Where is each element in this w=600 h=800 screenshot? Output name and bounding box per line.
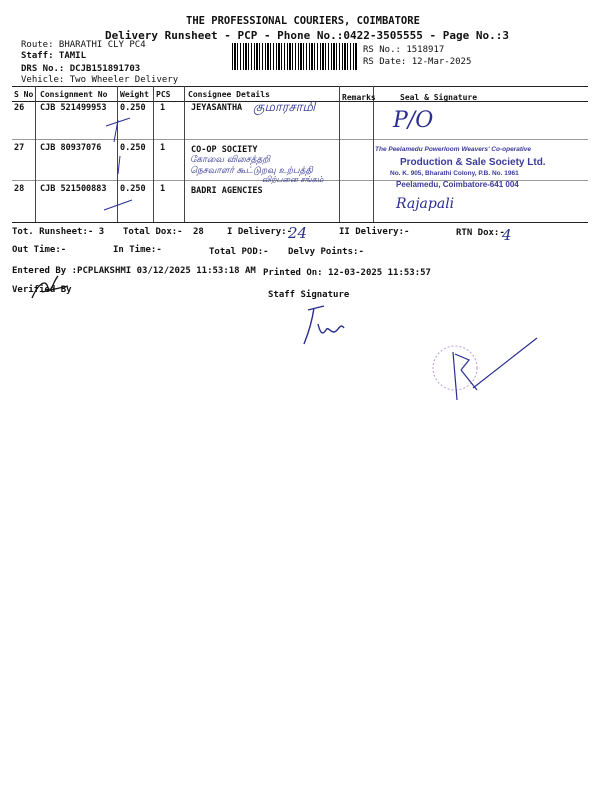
header-weight: Weight	[120, 90, 149, 99]
verified-by: Verified By	[12, 285, 72, 295]
header-sno: S No	[14, 90, 34, 99]
header-consignee: Consignee Details	[188, 90, 270, 99]
col-divider	[184, 86, 185, 222]
stamp-line: The Peelamedu Powerloom Weavers' Co-operative	[375, 146, 532, 153]
tot-runsheet: Tot. Runsheet:- 3	[12, 227, 105, 237]
rs-number: RS No.: 1518917	[363, 45, 445, 55]
row-weight: 0.250	[120, 103, 146, 113]
col-divider	[153, 86, 154, 222]
row-sno: 28	[14, 184, 25, 194]
in-time: In Time:-	[113, 245, 162, 255]
total-dox-label: Total Dox:-	[123, 227, 183, 237]
company-name: THE PROFESSIONAL COURIERS, COIMBATORE	[186, 15, 420, 27]
row-sno: 26	[14, 103, 25, 113]
route-label: Route: BHARATHI CLY PC4	[21, 40, 146, 50]
col-divider	[373, 86, 374, 222]
row-pcs: 1	[160, 103, 166, 113]
out-time: Out Time:-	[12, 245, 67, 255]
staff-label: Staff: TAMIL	[21, 51, 87, 61]
row-consignee: CO-OP SOCIETY	[191, 145, 258, 155]
row-weight: 0.250	[120, 184, 146, 194]
table-top-rule	[12, 86, 588, 87]
row-pcs: 1	[160, 143, 166, 153]
i-delivery-label: I Delivery:-	[227, 227, 293, 237]
consignee-handwritten-note: கோவை விசைத்தறி	[190, 155, 271, 165]
row-consignment: CJB 521500883	[40, 184, 107, 194]
printed-on: Printed On: 12-03-2025 11:53:57	[263, 268, 431, 278]
total-dox-value: 28	[193, 227, 204, 237]
row-pcs: 1	[160, 184, 166, 194]
stamp-line: Peelamedu, Coimbatore-641 004	[396, 180, 519, 189]
staff-signature	[298, 302, 353, 350]
i-delivery-value: 24	[288, 224, 308, 242]
header-consignment: Consignment No	[40, 90, 108, 99]
consignee-handwritten-note: விற்பனை சங்கம்	[262, 175, 324, 184]
total-pod: Total POD:-	[209, 247, 269, 257]
consignee-handwritten-note: நெசவாளர் கூட்டுறவு உற்பத்தி	[190, 166, 313, 176]
delvy-points: Delvy Points:-	[288, 247, 364, 257]
rtn-dox-value: 4	[502, 226, 512, 244]
row-consignment: CJB 521499953	[40, 103, 107, 113]
pen-tick-marks	[100, 112, 140, 222]
stamp-line: No. K. 905, Bharathi Colony, P.B. No. 1961	[390, 170, 519, 177]
barcode	[232, 43, 358, 70]
table-bottom-rule	[12, 222, 588, 223]
rtn-dox-label: RTN Dox:-	[456, 228, 505, 238]
stamp-line: Production & Sale Society Ltd.	[400, 157, 546, 168]
row-consignment: CJB 80937076	[40, 143, 102, 153]
header-seal: Seal & Signature	[400, 93, 478, 102]
staff-signature-label: Staff Signature	[268, 290, 350, 300]
signature-rajapali: Rajapali	[396, 196, 455, 212]
row-consignee: BADRI AGENCIES	[191, 186, 263, 196]
drs-number: DRS No.: DCJB151891703	[21, 64, 141, 74]
circular-seal-mark	[425, 330, 545, 420]
consignee-handwritten-note: குமாரசாமி	[253, 100, 316, 115]
row-weight: 0.250	[120, 143, 146, 153]
ii-delivery-label: II Delivery:-	[339, 227, 410, 237]
vehicle-label: Vehicle: Two Wheeler Delivery	[21, 75, 179, 85]
verifier-signature	[28, 274, 73, 304]
rs-date: RS Date: 12-Mar-2025	[363, 57, 472, 67]
entered-by: Entered By :PCPLAKSHMI 03/12/2025 11:53:18 AM	[12, 266, 256, 276]
header-pcs: PCS	[156, 90, 171, 99]
signature-po: P/O	[393, 108, 434, 133]
col-divider	[35, 86, 36, 222]
row-sno: 27	[14, 143, 25, 153]
row-consignee: JEYASANTHA	[191, 103, 243, 113]
header-remarks: Remarks	[342, 93, 376, 102]
col-divider	[339, 86, 340, 222]
row-divider	[12, 139, 588, 140]
document-title: Delivery Runsheet - PCP - Phone No.:0422-3505555 - Page No.:3	[105, 29, 509, 42]
